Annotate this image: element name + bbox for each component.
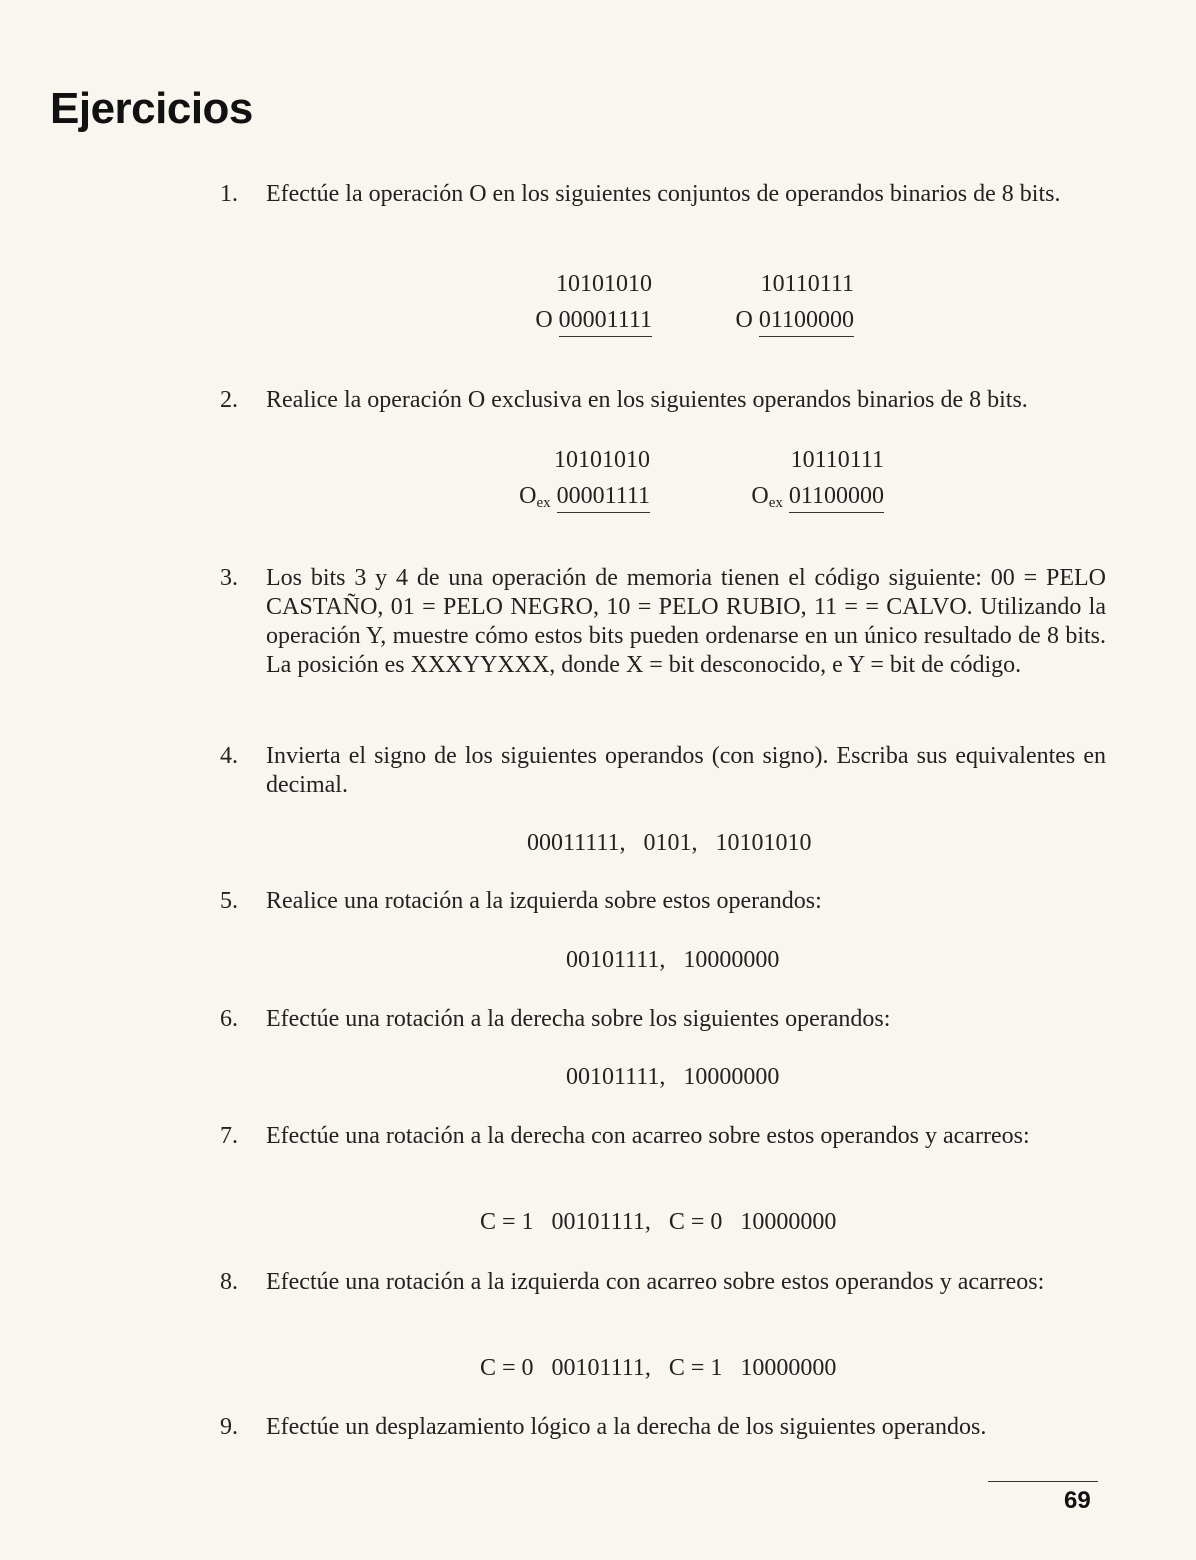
exercise-text: Efectúe la operación O en los siguientes conjuntos de operandos binarios de 8 bits. <box>266 181 1061 207</box>
exercise-3 <box>220 564 1106 680</box>
operand-list: C = 1 00101111, C = 0 10000000 <box>480 1209 837 1235</box>
exercise-text: Efectúe una rotación a la izquierda con acarreo sobre estos operandos y acarreos: <box>266 1269 1045 1295</box>
operand-top: 10101010 <box>556 271 652 297</box>
exercise-text: Realice una rotación a la izquierda sobre estos operandos: <box>266 888 822 914</box>
exercise-number: 5. <box>220 888 238 914</box>
exercise-1 <box>220 180 1106 209</box>
exercise-text: Invierta el signo de los siguientes operandos (con signo). Escriba sus equivalentes en decimal. <box>266 743 1106 798</box>
binary-operation <box>480 442 650 514</box>
binary-operation <box>700 266 854 338</box>
exercise-2 <box>220 386 1106 415</box>
binary-operation <box>710 442 884 514</box>
operand-list: 00101111, 10000000 <box>566 1064 780 1090</box>
exercise-text: Efectúe una rotación a la derecha con acarreo sobre estos operandos y acarreos: <box>266 1123 1030 1149</box>
operator: O <box>535 307 553 333</box>
operator: O <box>735 307 753 333</box>
operand-list: 00011111, 0101, 10101010 <box>527 830 812 856</box>
exercise-number: 4. <box>220 743 238 769</box>
footer-rule <box>988 1481 1098 1482</box>
exercise-number: 3. <box>220 565 238 591</box>
section-heading: Ejercicios <box>50 84 253 133</box>
operand-top: 10110111 <box>760 271 854 297</box>
operator: O <box>519 483 537 509</box>
exercise-text: Efectúe una rotación a la derecha sobre los siguientes operandos: <box>266 1006 891 1032</box>
exercise-5 <box>220 887 1106 916</box>
exercise-text: Realice la operación O exclusiva en los siguientes operandos binarios de 8 bits. <box>266 387 1028 413</box>
exercise-6 <box>220 1005 1106 1034</box>
exercise-text: Efectúe un desplazamiento lógico a la derecha de los siguientes operandos. <box>266 1414 987 1440</box>
operator-subscript: ex <box>536 495 551 511</box>
operator: O <box>751 483 769 509</box>
exercise-number: 6. <box>220 1006 238 1032</box>
exercise-number: 8. <box>220 1269 238 1295</box>
exercise-8 <box>220 1268 1106 1297</box>
exercise-number: 9. <box>220 1414 238 1440</box>
operand-bottom: 01100000 <box>759 304 854 337</box>
operand-top: 10110111 <box>790 447 884 473</box>
exercise-7 <box>220 1122 1106 1151</box>
operand-list: 00101111, 10000000 <box>566 947 780 973</box>
page-number: 69 <box>1064 1487 1091 1514</box>
exercise-text: Los bits 3 y 4 de una operación de memoria tienen el código siguiente: 00 = PELO CASTAÑO, 01 = PELO NEGRO, 10 = PELO RUBIO, 11 = = CALVO. Utilizando la operación Y, muestre cómo estos bits pueden ordenarse en un único resultado de 8 bits. La posición es XXXYYXXX, donde X = bit desconocido, e Y = bit de código. <box>266 565 1106 678</box>
operand-list: C = 0 00101111, C = 1 10000000 <box>480 1355 837 1381</box>
exercise-number: 7. <box>220 1123 238 1149</box>
operator-subscript: ex <box>768 495 783 511</box>
exercise-number: 2. <box>220 387 238 413</box>
operand-top: 10101010 <box>554 447 650 473</box>
exercise-9 <box>220 1413 1106 1442</box>
operand-bottom: 00001111 <box>557 480 650 513</box>
exercise-4 <box>220 742 1106 800</box>
exercise-number: 1. <box>220 181 238 207</box>
operand-bottom: 00001111 <box>559 304 652 337</box>
operand-bottom: 01100000 <box>789 480 884 513</box>
binary-operation <box>500 266 652 338</box>
